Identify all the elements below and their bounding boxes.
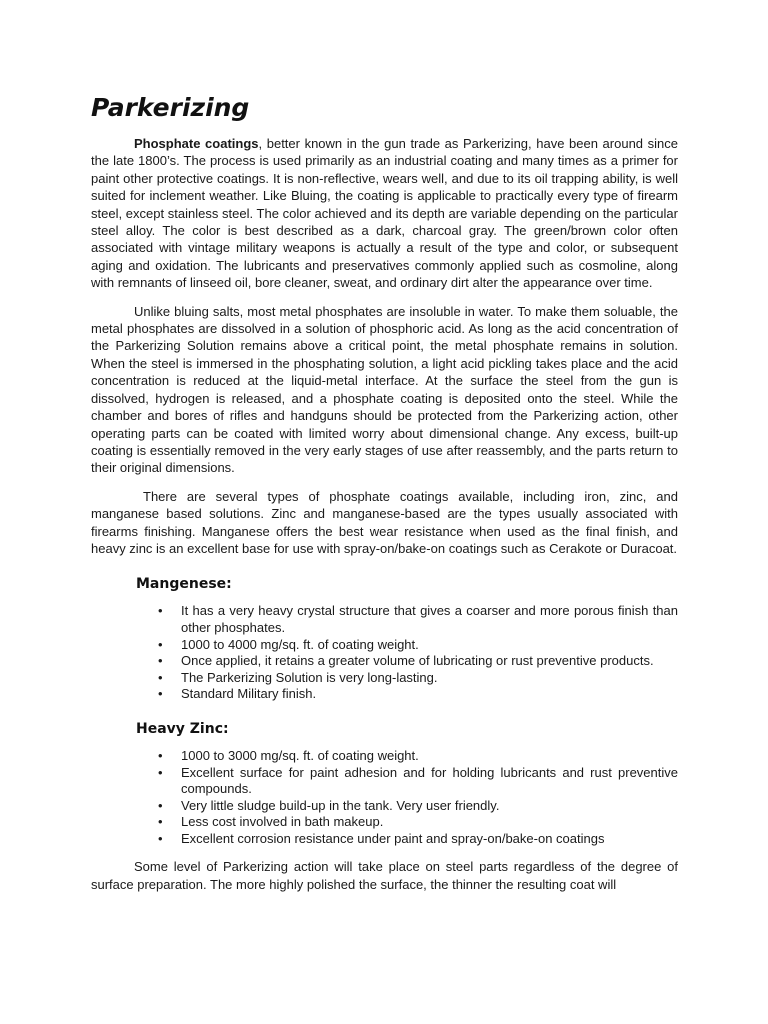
bullet-icon: • bbox=[158, 814, 163, 830]
paragraph-text: , better known in the gun trade as Parkerizing, have been around since the late 1800’s. The process is used primarily as an industrial coating and many times as a primer for paint other protective coatings. It is non-reflective, wears well, and due to its oil trapping ability, is well suited for inclement weather. Like Bluing, the coating is applicable to practically every type of firearm steel, except stainless steel. The color achieved and its depth are variable depending on the particular steel alloy. The color is best described as a dark, charcoal gray. The green/brown color often associated with vintage military weapons is actually a result of the type and color, or subsequent aging and oxidation. The lubricants and preservatives commonly applied such as cosmoline, along with remnants of linseed oil, bore cleaner, sweat, and ordinary dirt alter the appearance over time. bbox=[91, 136, 678, 291]
page-title: Parkerizing bbox=[91, 93, 250, 122]
section-heading-heavy-zinc: Heavy Zinc: bbox=[136, 720, 229, 737]
list-item: • 1000 to 3000 mg/sq. ft. of coating weight. bbox=[158, 747, 419, 763]
bullet-icon: • bbox=[158, 636, 163, 652]
paragraph-closing: Some level of Parkerizing action will take place on steel parts regardless of the degree of surface preparation. The more highly polished the surface, the thinner the resulting coat will bbox=[91, 859, 678, 892]
bullet-icon: • bbox=[158, 653, 163, 669]
paragraph-solubility: Unlike bluing salts, most metal phosphates are insoluble in water. To make them soluable, the metal phosphates are dissolved in a solution of phosphoric acid. As long as the acid concentration of the Parkerizing Solution remains above a critical point, the metal phosphate remains in solution. When the steel is immersed in the phosphating solution, a light acid pickling takes place and the acid concentration is reduced at the liquid-metal interface. At the surface the steel from the gun is dissolved, hydrogen is released, and a phosphate coating is deposited onto the steel. While the chamber and bores of rifles and handguns should be protected from the Parkerizing action, other operating parts can be coated with limited worry about dimensional change. Any excess, built-up coating is essentially removed in the very early stages of use after reassembly, and the parts return to their original dimensions. bbox=[91, 303, 678, 476]
bullet-icon: • bbox=[158, 764, 163, 780]
list-item: • It has a very heavy crystal structure that gives a coarser and more porous finish than other phosphates. bbox=[158, 603, 678, 635]
list-item: • Once applied, it retains a greater volume of lubricating or rust preventive products. bbox=[158, 653, 654, 669]
list-item: • 1000 to 4000 mg/sq. ft. of coating weight. bbox=[158, 636, 419, 652]
heavy-zinc-list bbox=[91, 748, 678, 848]
list-item: • Very little sludge build-up in the tank. Very user friendly. bbox=[158, 797, 500, 813]
list-item: • Excellent corrosion resistance under paint and spray-on/bake-on coatings bbox=[158, 830, 605, 846]
bullet-icon: • bbox=[158, 830, 163, 846]
paragraph-types: There are several types of phosphate coatings available, including iron, zinc, and manganese based solutions. Zinc and manganese-based are the types usually associated with firearms finishing. Manganese offers the best wear resistance when used as the final finish, and heavy zinc is an excellent base for use with spray-on/bake-on coatings such as Cerakote or Duracoat. bbox=[91, 488, 678, 556]
list-item: • The Parkerizing Solution is very long-lasting. bbox=[158, 669, 438, 685]
manganese-list bbox=[91, 603, 678, 703]
list-item: • Excellent surface for paint adhesion and for holding lubricants and rust preventive compounds. bbox=[158, 764, 678, 797]
document-page bbox=[91, 92, 678, 904]
section-heading-manganese: Mangenese: bbox=[136, 576, 232, 593]
list-item: • Less cost involved in bath makeup. bbox=[158, 814, 384, 830]
paragraph-lead: Phosphate coatings bbox=[134, 136, 259, 151]
bullet-icon: • bbox=[158, 747, 163, 763]
bullet-icon: • bbox=[158, 603, 163, 619]
list-item: • Standard Military finish. bbox=[158, 686, 317, 702]
bullet-icon: • bbox=[158, 686, 163, 702]
paragraph-intro bbox=[91, 135, 678, 292]
bullet-icon: • bbox=[158, 669, 163, 685]
bullet-icon: • bbox=[158, 797, 163, 813]
